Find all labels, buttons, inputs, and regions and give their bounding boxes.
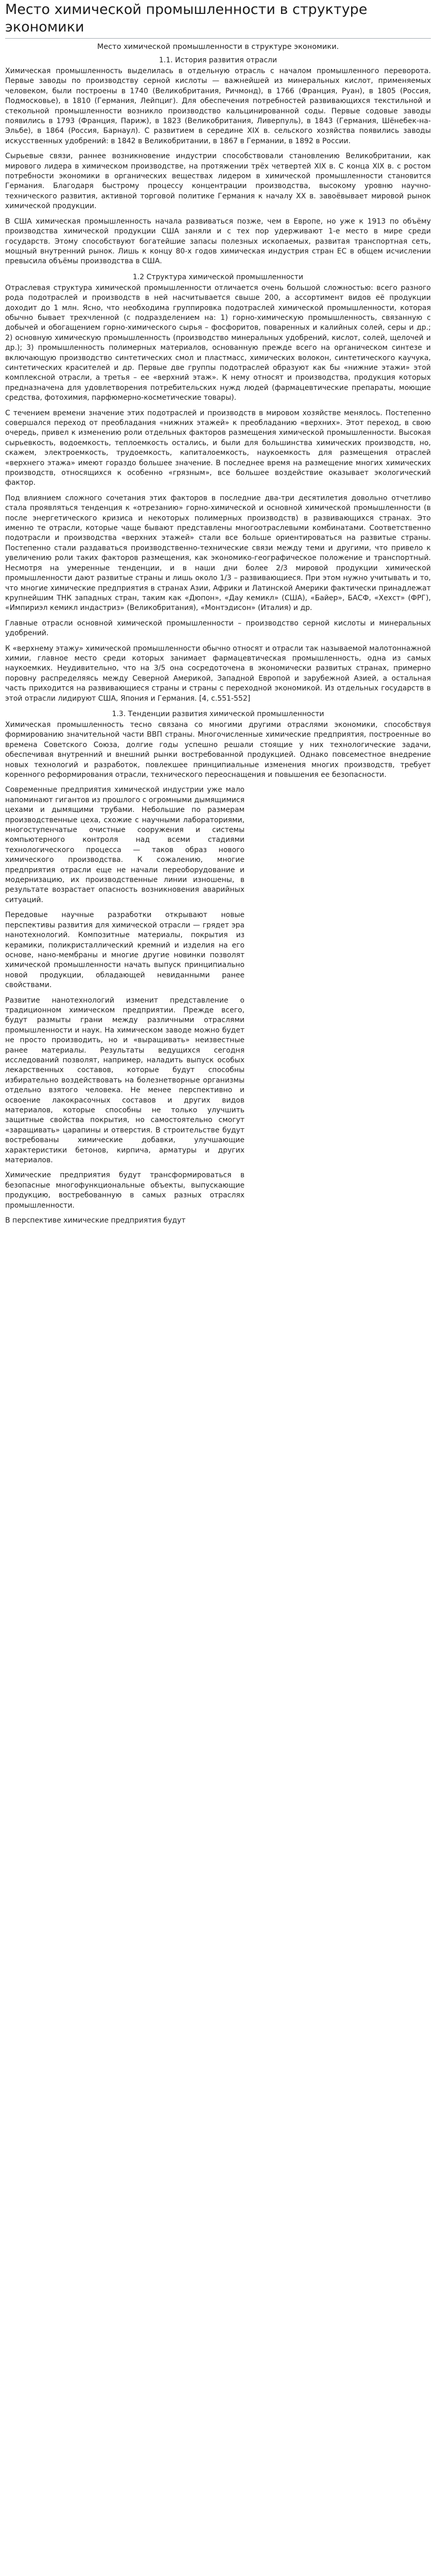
document-page — [0, 0, 436, 1226]
section-heading: 1.1. История развития отрасли — [159, 56, 277, 64]
section-heading: 1.2 Структура химической промышленности — [132, 273, 304, 281]
paragraph: К «верхнему этажу» химической промышленности обычно относят и отрасли так называемой малотоннажной химии, главное место среди которых занимает фармацевтическая промышленность, одна из самых наукоемких. Неудивительно, что на 3/5 она сосредоточена в экономически развитых странах, примерно поровну распределяясь между Северной Америкой, Западной Европой и зарубежной Азией, а остальная часть приходится на развивающиеся страны и страны с переходной экономикой. Из отдельных государств в этой отрасли лидируют США, Япония и Германия. [4, с.551-552] — [5, 644, 431, 703]
paragraph: Главные отрасли основной химической промышленности – производство серной кислоты и минеральных удобрений. — [5, 619, 431, 638]
page-title: Место химической промышленности в структуре экономики — [5, 1, 431, 39]
section-heading: 1.3. Тенденции развития химической промышленности — [112, 709, 324, 718]
section-trends — [5, 709, 431, 1226]
paragraph: Сырьевые связи, раннее возникновение индустрии способствовали становлению Великобритании, как мирового лидера в химическом производстве, на протяжении трёх четвертей XIX в. С конца XIX в. с ростом потребности экономики в органических веществах лидером в химической промышленности становится Германия. Благодаря быстрому процессу концентрации производства, высокому уровню научно-технического развития, активной торговой политике Германия к началу XX в. завоёвывает мировой рынок химической продукции. — [5, 152, 431, 211]
paragraph: Современные предприятия химической индустрии уже мало напоминают гигантов из прошлого с огромными дымящимися цехами и дымящими трубами. Небольшие по размерам производственные цеха, схожие с научными лабораториями, многоступенчатые очистные сооружения и системы компьютерного контроля над всеми стадиями технологического процесса — таков образ нового химического производства. К сожалению, многие предприятия отрасли еще не начали переоборудование и модернизацию, их производственные линии изношены, в результате возрастает опасность возникновения аварийных ситуаций. — [5, 786, 245, 904]
section-structure — [5, 272, 431, 704]
paragraph: Под влиянием сложного сочетания этих факторов в последние два-три десятилетия довольно отчетливо стала проявляться тенденция к «отрезанию» горно-химической и основной химической промышленности (в после энергетического кризиса и некоторых полимерных производств) в развивающихся странах. Это именно те отрасли, которые чаще бывают представлены многоотраслевыми комбинатами. Соответственно подотрасли и производства «верхних этажей» стали все больше ориентироваться на развитые страны. Постепенно стали раздаваться производственно-технические связи между теми и другими, что привело к увеличению роли таких факторов размещения, как экономико-географическое положение и транспортный. Несмотря на умеренные тенденции, и в наши дни более 2/3 мировой продукции химической промышленности дают развитые страны и лишь около 1/3 – развивающиеся. При этом нужно учитывать и то, что многие химические предприятия в странах Азии, Африки и Латинской Америки фактически принадлежат крупнейшим ТНК западных стран, таким как «Дюпон», «Дау кемикл» (США), «Байер», БАСФ, «Хехст» (ФРГ), «Импириэл кемикл индастриз» (Великобритания), «Монтэдисон» (Италия) и др. — [5, 494, 431, 613]
paragraph: В перспективе химические предприятия будут — [5, 1216, 186, 1225]
paragraph: Отраслевая структура химической промышленности отличается очень большой сложностью: всего разного рода подотраслей и производств в ней насчитывается свыше 200, а ассортимент видов её продукции доходит до 1 млн. Ясно, что необходима группировка подотраслей химической промышленности, которая обычно бывает трехчленной (с подразделением на: 1) горно-химическую промышленность, связанную с добычей и обогащением горно-химического сырья – фосфоритов, поваренных и калийных солей, серы и др.; 2) основную химическую промышленность (производство минеральных удобрений, кислот, солей, щелочей и др.); 3) промышленность полимерных материалов, основанную прежде всего на органическом синтезе и включающую производство синтетических смол и пластмасс, химических волокон, синтетического каучука, синтетических красителей и др. Первые две группы подотраслей образуют как бы «нижние этажи» этой комплексной отрасли, а третья – ее «верхний этаж». К нему относят и производства, продукция которых предназначена для удовлетворения потребительских нужд людей (фармацевтические препараты, моющие средства, фотохимия, парфюмерно-косметические товары). — [5, 283, 431, 402]
paragraph: Химическая промышленность тесно связана со многими другими отраслями экономики, способствуя формированию значительной части ВВП страны. Многочисленные химические предприятия, построенные во времена Советского Союза, долгие годы успешно решали стоящие у них технологические задачи, обеспечивая внутренний и внешний рынки востребованной продукцией. Однако повсеместное внедрение новых технологий и разработок, повлекшее принципиальные изменения многих производств, требует коренного реформирования отрасли, технического переоснащения и повышения ее безопасности. — [5, 720, 431, 779]
paragraph: В США химическая промышленность начала развиваться позже, чем в Европе, но уже к 1913 по объёму производства химической продукции США заняли и с тех пор удерживают 1-е место в мире среди государств. Этому способствуют богатейшие запасы полезных ископаемых, развитая транспортная сеть, мощный внутренний рынок. Лишь к концу 80-х годов химическая индустрия стран ЕС в общем исчислении превысила объёмы производства в США. — [5, 217, 431, 266]
paragraph: Химическая промышленность выделилась в отдельную отрасль с началом промышленного переворота. Первые заводы по производству серной кислоты — важнейшей из минеральных кислот, применяемых человеком, были построены в 1740 (Великобритания, Ричмонд), в 1766 (Франция, Руан), в 1805 (Россия, Подмосковье), в 1810 (Германия, Лейпциг). Для обеспечения потребностей развивающихся текстильной и стекольной промышленности возникло производство кальцинированной соды. Первые содовые заводы появились в 1793 (Франция, Париж), в 1823 (Великобритания, Ливерпуль), в 1843 (Германия, Шёнебек-на-Эльбе), в 1864 (Россия, Барнаул). С развитием в середине XIX в. сельского хозяйства появились заводы искусственных удобрений: в 1842 в Великобритании, в 1867 в Германии, в 1892 в России. — [5, 67, 431, 145]
document-subtitle: Место химической промышленности в структуре экономики. — [97, 43, 339, 51]
paragraph: Передовые научные разработки открывают новые перспективы развития для химической отрасли — грядет эра нанотехнологий. Композитные материалы, покрытия из керамики, поликристаллический кремний и изделия на его основе, нано-мембраны и многие другие новинки позволят химической промышленности начать выпуск принципиально новой продукции, обладающей невиданными ранее свойствами. — [5, 911, 245, 990]
paragraph: С течением времени значение этих подотраслей и производств в мировом хозяйстве менялось. Постепенно совершался переход от преобладания «нижних этажей» к преобладанию «верхних». Этот переход, в свою очередь, привел к изменению роли отдельных факторов размещения химической промышленности. Высокая сырьевкость, водоемкость, теплоемкость остались, и были для большинства химических производств, но, скажем, электроемкость, трудоемкость, капиталоемкость, наукоемкость для размещения отраслей «верхнего этажа» имеют гораздо большее значение. В последнее время на размещение многих химических производств, относящихся к особенно «грязным», все большее воздействие оказывает экологический фактор. — [5, 409, 431, 487]
section-history — [5, 55, 431, 267]
narrow-column — [5, 785, 431, 1226]
paragraph: Развитие нанотехнологий изменит представление о традиционном химическом предприятии. Прежде всего, будут размыты грани между различными отраслями промышленности и наук. На химическом заводе можно будет не просто производить, но и «выращивать» неизвестные ранее материалы. Результаты ведущихся сегодня исследований позволят, например, наладить выпуск особых лекарственных составов, которые будут способны избирательно воздействовать на болезнетворные организмы отдельно взятого человека. Не менее перспективно и освоение лакокрасочных составов и других видов материалов, которые способны не только улучшить защитные свойства покрытия, но самостоятельно смогут «заращивать» царапины и отверстия. В строительстве будут востребованы химические добавки, улучшающие характеристики бетонов, кирпича, арматуры и других материалов. — [5, 996, 245, 1165]
paragraph: Химические предприятия будут трансформироваться в безопасные многофункциональные объекты, выпускающие продукцию, востребованную в самых разных отраслях промышленности. — [5, 1171, 245, 1210]
